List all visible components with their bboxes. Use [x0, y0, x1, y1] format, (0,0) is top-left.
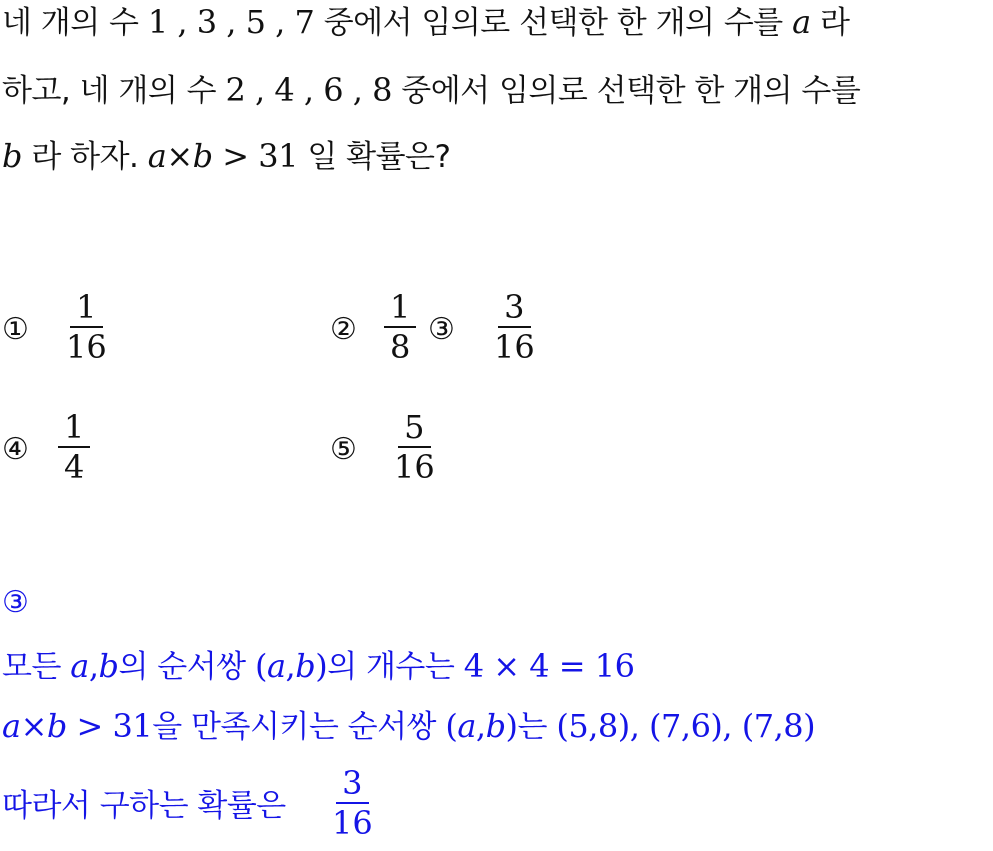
- fraction: [58, 410, 90, 484]
- fraction: [60, 290, 113, 364]
- question-text: 라 하자.: [21, 139, 148, 175]
- numerator: 3: [336, 766, 368, 804]
- denominator: 16: [394, 448, 435, 486]
- solution-text: 을 만족시키는 순서쌍: [152, 709, 446, 745]
- question-text: 라: [810, 5, 850, 41]
- variable-a: a: [2, 707, 21, 745]
- inequality: > 31: [212, 137, 298, 175]
- denominator: 8: [390, 328, 411, 366]
- solution-text: 모든: [2, 649, 71, 685]
- question-line-3: [2, 136, 450, 177]
- choice-marker: ③: [428, 312, 455, 347]
- solution-text: 는: [517, 709, 557, 745]
- variable-b: b: [98, 647, 119, 685]
- question-text: 중에서 임의로 선택한 한 개의 수를: [391, 73, 861, 109]
- variable-a: a: [266, 647, 286, 685]
- comma: ,: [475, 707, 486, 745]
- variable-b: b: [46, 707, 67, 745]
- denominator: 16: [66, 328, 107, 366]
- numerator: 1: [70, 290, 102, 328]
- answer-fraction: [326, 766, 379, 840]
- numerator: 3: [498, 290, 530, 328]
- variable-a: a: [147, 137, 167, 175]
- question-text: 중에서 임의로 선택한 한 개의 수를: [314, 5, 793, 41]
- fraction: [388, 410, 441, 484]
- variable-a: a: [457, 707, 476, 745]
- solution-line-1: [2, 646, 634, 687]
- variable-b: b: [295, 647, 316, 685]
- times-sign: ×: [166, 137, 193, 175]
- paren: ): [505, 707, 518, 745]
- choice-marker: ②: [330, 312, 357, 347]
- variable-a: a: [792, 3, 811, 41]
- numerator: 1: [384, 290, 416, 328]
- denominator: 16: [494, 328, 535, 366]
- number-set-a: 1 , 3 , 5 , 7: [147, 3, 315, 41]
- numerator: 5: [398, 410, 430, 448]
- comma: ,: [285, 647, 296, 685]
- denominator: 4: [64, 448, 85, 486]
- variable-b: b: [192, 137, 213, 175]
- times-sign: ×: [20, 707, 47, 745]
- solution-line-2: [2, 706, 815, 747]
- question-text: 하고, 네 개의 수: [2, 73, 226, 109]
- paren: (: [445, 707, 458, 745]
- numerator: 1: [58, 410, 90, 448]
- variable-b: b: [2, 137, 22, 175]
- question-line-2: [2, 70, 860, 111]
- choice-marker: ⑤: [330, 432, 357, 467]
- variable-b: b: [485, 707, 506, 745]
- paren: (: [254, 647, 267, 685]
- paren: ): [315, 647, 328, 685]
- solution-text: 의 개수는: [327, 649, 464, 685]
- number-set-b: 2 , 4 , 6 , 8: [225, 71, 392, 109]
- question-text: 일 확률은?: [298, 139, 451, 175]
- question-line-1: [2, 2, 849, 43]
- solution-line-3: [2, 786, 286, 826]
- fraction: [384, 290, 416, 364]
- solution-text: 의 순서쌍: [118, 649, 255, 685]
- answer-marker: ③: [2, 585, 29, 620]
- fraction: [488, 290, 541, 364]
- question-text: 네 개의 수: [2, 5, 148, 41]
- denominator: 16: [332, 804, 373, 842]
- choice-marker: ④: [2, 432, 29, 467]
- solution-text: 따라서 구하는 확률은: [2, 788, 286, 824]
- variable-a: a: [70, 647, 89, 685]
- count-expression: 4 × 4 = 16: [463, 647, 635, 685]
- choice-marker: ①: [2, 312, 29, 347]
- inequality: > 31: [66, 707, 153, 745]
- comma: ,: [88, 647, 99, 685]
- ordered-pairs: (5,8), (7,6), (7,8): [556, 707, 816, 745]
